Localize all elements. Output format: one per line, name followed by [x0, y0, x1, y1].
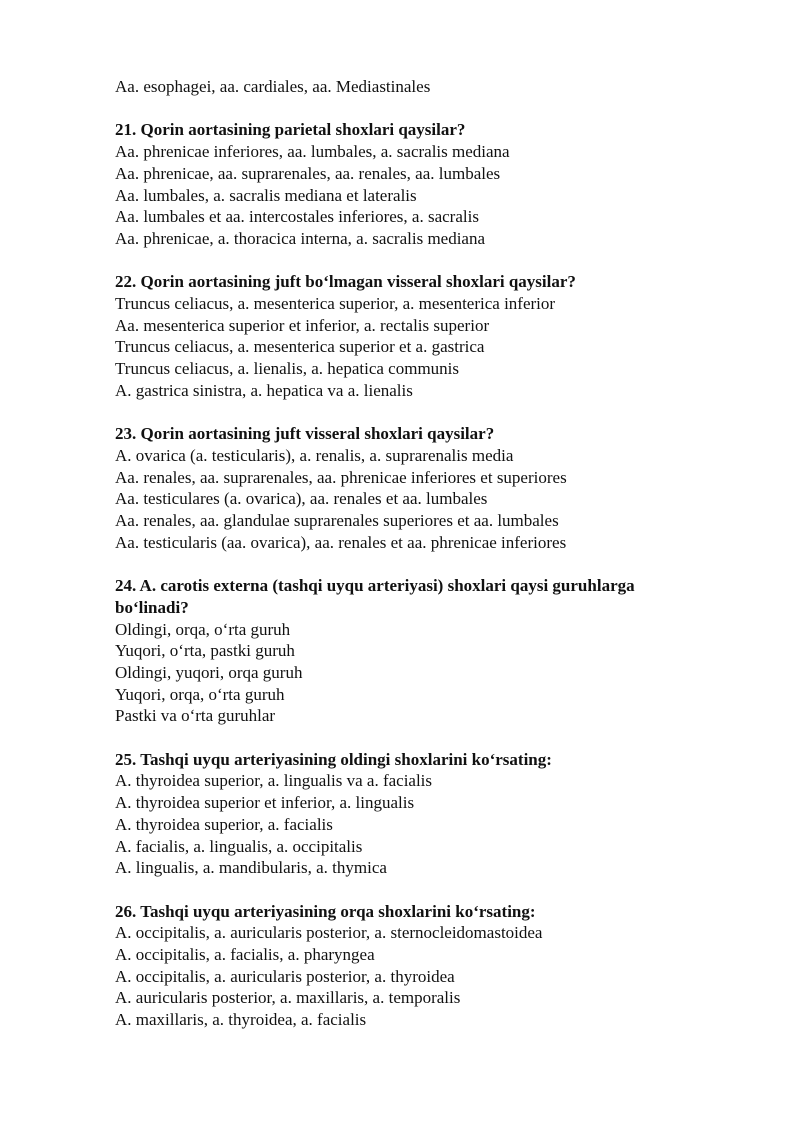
answer-list	[115, 445, 715, 554]
intro-line: Aa. esophagei, aa. cardiales, aa. Mediastinales	[115, 77, 431, 96]
question-title: 21. Qorin aortasining parietal shoxlari qaysilar?	[115, 120, 466, 140]
question-title: 25. Tashqi uyqu arteriyasining oldingi shoxlarini ko‘rsating:	[115, 749, 552, 769]
question-21	[115, 119, 715, 249]
question-25	[115, 749, 715, 879]
question-24	[115, 575, 715, 727]
answer-option: A. auricularis posterior, a. maxillaris, a. temporalis	[115, 988, 461, 1008]
answer-option: Aa. phrenicae, a. thoracica interna, a. sacralis mediana	[115, 228, 486, 248]
question-title: 24. A. carotis externa (tashqi uyqu arteriyasi) shoxlari qaysi guruhlarga bo‘linadi?	[115, 576, 635, 617]
answer-option: A. facialis, a. lingualis, a. occipitalis	[115, 836, 363, 856]
answer-option: Aa. phrenicae inferiores, aa. lumbales, a. sacralis mediana	[115, 142, 510, 162]
answer-option: Oldingi, orqa, o‘rta guruh	[115, 619, 291, 639]
document-page	[115, 76, 715, 1031]
answer-option: Pastki va o‘rta guruhlar	[115, 706, 276, 726]
answer-option: A. occipitalis, a. facialis, a. pharyngea	[115, 945, 375, 965]
answer-option: A. thyroidea superior, a. lingualis va a. facialis	[115, 771, 433, 791]
answer-option: Truncus celiacus, a. mesenterica superior, a. mesenterica inferior	[115, 294, 556, 313]
answer-option: Aa. renales, aa. glandulae suprarenales superiores et aa. lumbales	[115, 511, 559, 531]
answer-list	[115, 141, 715, 250]
answer-list	[115, 293, 715, 402]
answer-option: Aa. renales, aa. suprarenales, aa. phrenicae inferiores et superiores	[115, 467, 567, 487]
answer-option: Truncus celiacus, a. mesenterica superior et a. gastrica	[115, 337, 485, 357]
answer-option: Aa. phrenicae, aa. suprarenales, aa. renales, aa. lumbales	[115, 163, 501, 183]
answer-option: Oldingi, yuqori, orqa guruh	[115, 662, 303, 682]
question-title: 26. Tashqi uyqu arteriyasining orqa shoxlarini ko‘rsating:	[115, 901, 536, 921]
answer-option: Yuqori, orqa, o‘rta guruh	[115, 684, 285, 704]
answer-list	[115, 770, 715, 879]
answer-option: A. ovarica (a. testicularis), a. renalis, a. suprarenalis media	[115, 445, 514, 465]
answer-option: A. lingualis, a. mandibularis, a. thymica	[115, 858, 387, 878]
question-23	[115, 423, 715, 553]
answer-option: A. thyroidea superior, a. facialis	[115, 814, 333, 834]
answer-option: A. occipitalis, a. auricularis posterior, a. thyroidea	[115, 966, 455, 986]
answer-option: A. thyroidea superior et inferior, a. lingualis	[115, 793, 415, 813]
answer-option: Aa. lumbales, a. sacralis mediana et lateralis	[115, 185, 417, 205]
answer-option: A. maxillaris, a. thyroidea, a. facialis	[115, 1010, 367, 1030]
answer-list	[115, 922, 715, 1031]
answer-option: Aa. lumbales et aa. intercostales inferiores, a. sacralis	[115, 207, 479, 227]
question-22	[115, 271, 715, 401]
answer-option: Aa. testicularis (aa. ovarica), aa. renales et aa. phrenicae inferiores	[115, 532, 567, 552]
answer-option: A. gastrica sinistra, a. hepatica va a. lienalis	[115, 380, 413, 400]
answer-option: Yuqori, o‘rta, pastki guruh	[115, 641, 295, 661]
question-26	[115, 901, 715, 1031]
question-title: 23. Qorin aortasining juft visseral shoxlari qaysilar?	[115, 424, 495, 444]
answer-list	[115, 619, 715, 728]
answer-option: A. occipitalis, a. auricularis posterior, a. sternocleidomastoidea	[115, 923, 543, 943]
answer-option: Aa. testiculares (a. ovarica), aa. renales et aa. lumbales	[115, 489, 488, 509]
answer-option: Aa. mesenterica superior et inferior, a. rectalis superior	[115, 315, 490, 335]
question-title: 22. Qorin aortasining juft bo‘lmagan visseral shoxlari qaysilar?	[115, 272, 576, 292]
answer-option: Truncus celiacus, a. lienalis, a. hepatica communis	[115, 359, 460, 379]
